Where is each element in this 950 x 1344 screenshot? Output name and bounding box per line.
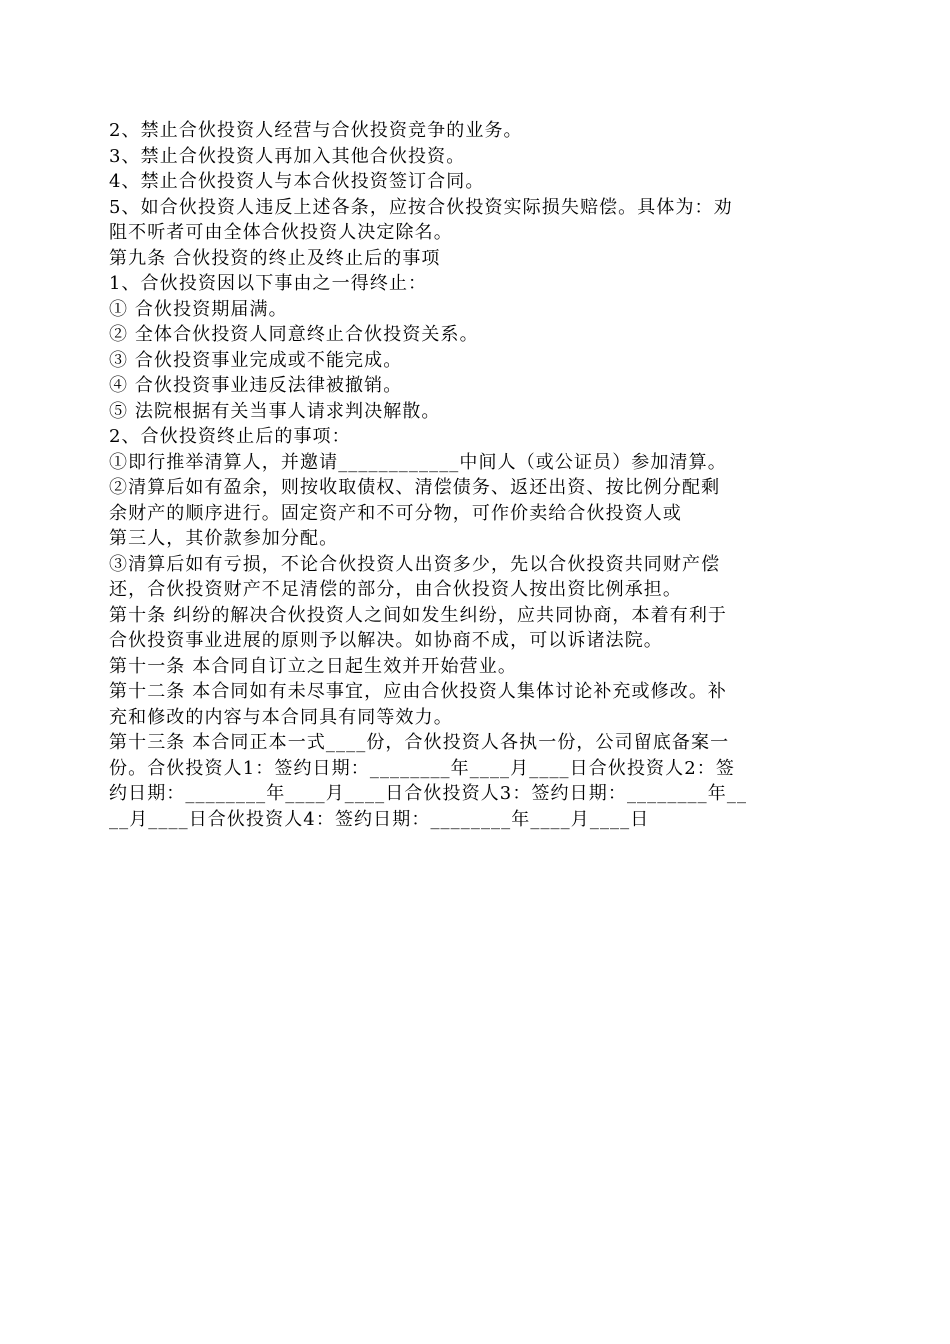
signature-line: 约日期：________年____月____日合伙投资人3：签约日期：________年__ [109,783,748,804]
text-line: 3、禁止合伙投资人再加入其他合伙投资。 [109,145,466,167]
text-line: 5、如合伙投资人违反上述各条，应按合伙投资实际损失赔偿。具体为：劝 [109,196,733,218]
signature-line: 份。合伙投资人1：签约日期：________年____月____日合伙投资人2：签 [109,757,736,779]
text-line: 1、合伙投资因以下事由之一得终止： [109,273,428,294]
list-item: ③清算后如有亏损，不论合伙投资人出资多少，先以合伙投资共同财产偿 [109,553,721,575]
section-heading: 第十二条 本合同如有未尽事宜，应由合伙投资人集体讨论补充或修改。补 [109,681,728,702]
text-line: 余财产的顺序进行。固定资产和不可分物，可作价卖给合伙投资人或 [109,502,682,524]
section-heading: 第十三条 本合同正本一式____份，合伙投资人各执一份，公司留底备案一 [109,732,730,753]
text-line: 阻不听者可由全体合伙投资人决定除名。 [109,222,453,243]
list-item: ① 合伙投资期届满。 [109,298,288,320]
text-line: 4、禁止合伙投资人与本合伙投资签订合同。 [109,171,485,192]
section-heading: 第十一条 本合同自订立之日起生效并开始营业。 [109,655,517,677]
text-line: 充和修改的内容与本合同具有同等效力。 [109,706,453,728]
document-body [109,118,844,832]
list-item: ③ 合伙投资事业完成或不能完成。 [109,349,403,371]
text-line: 2、禁止合伙投资人经营与合伙投资竞争的业务。 [109,120,523,141]
text-line: 合伙投资事业进展的原则予以解决。如协商不成，可以诉诸法院。 [109,630,663,651]
signature-line: __月____日合伙投资人4：签约日期：________年____月____日 [109,808,650,830]
list-item: ①即行推举清算人，并邀请____________中间人（或公证员）参加清算。 [109,451,727,473]
list-item: ② 全体合伙投资人同意终止合伙投资关系。 [109,324,479,345]
text-line: 2、合伙投资终止后的事项： [109,426,351,447]
section-heading: 第十条 纠纷的解决合伙投资人之间如发生纠纷，应共同协商，本着有利于 [109,604,728,626]
text-line: 还，合伙投资财产不足清偿的部分，由合伙投资人按出资比例承担。 [109,579,682,600]
section-heading: 第九条 合伙投资的终止及终止后的事项 [109,247,441,269]
list-item: ⑤ 法院根据有关当事人请求判决解散。 [109,400,441,422]
text-line: 第三人，其价款参加分配。 [109,528,339,549]
list-item: ④ 合伙投资事业违反法律被撤销。 [109,375,403,396]
list-item: ②清算后如有盈余，则按收取债权、清偿债务、返还出资、按比例分配剩 [109,477,721,498]
